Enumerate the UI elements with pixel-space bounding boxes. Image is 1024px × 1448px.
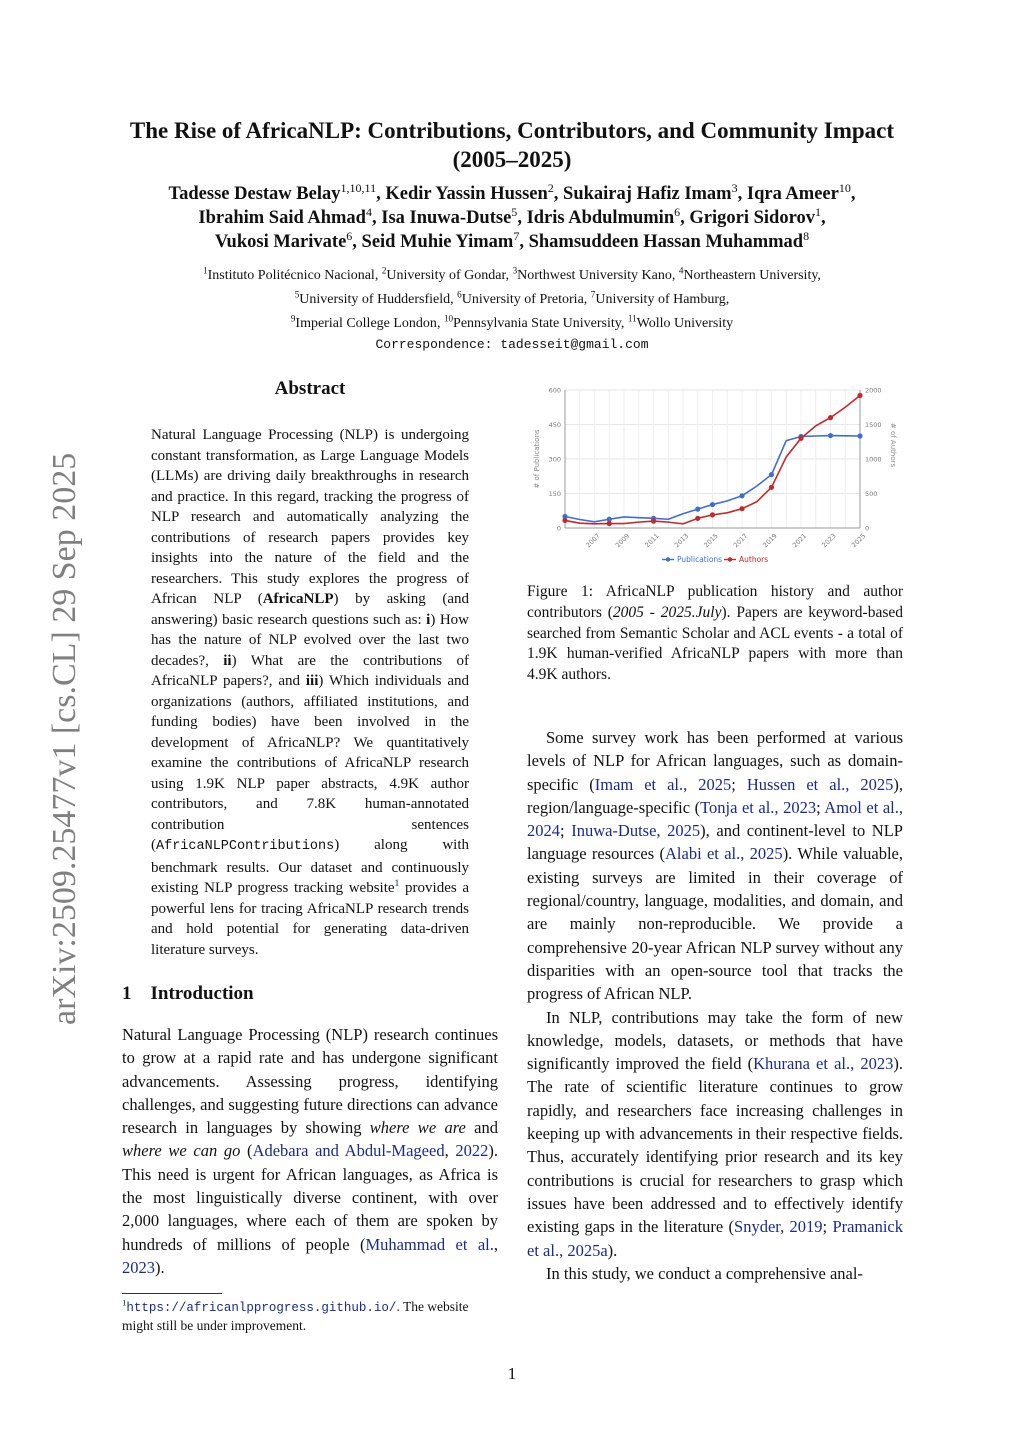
- y-left-tick-label: 600: [548, 386, 561, 395]
- author-list: Tadesse Destaw Belay$^{1,10,11}$, Kedir Yassin Hussen$^2$, Sukairaj Hafiz Imam$^3$, Iqra Ameer$^{10}$, Ibrahim Said Ahmad$^4$, Isa Inuwa-Dutse$^5$, Idris Abdulmumin$^6$, Grigori Sidorov$^1$, Vukosi Marivate$^6$, Seid Muhie Yimam$^7$, Shamsuddeen Hassan Muhammad$^8$: [168, 180, 856, 252]
- citation-link[interactable]: 2022: [455, 1141, 489, 1161]
- legend-label-authors: Authors: [739, 555, 769, 564]
- affiliation-number: 1: [203, 265, 208, 276]
- citation-link[interactable]: Inuwa-Dutse, 2025: [571, 821, 701, 841]
- x-tick-label: 2007: [584, 531, 602, 550]
- y-right-tick-label: 1000: [865, 455, 882, 464]
- x-tick-label: 2011: [643, 531, 661, 550]
- author-name: Ibrahim Said Ahmad: [198, 208, 366, 228]
- data-point-publications: [769, 472, 774, 477]
- citation-link[interactable]: Pramanick et al., 2025a: [527, 1217, 903, 1260]
- affiliation-name: University of Gondar: [386, 268, 506, 283]
- y-left-tick-label: 300: [548, 455, 561, 464]
- author-affiliation-mark: 1,10,11: [340, 180, 377, 195]
- y-right-tick-label: 1500: [865, 421, 882, 429]
- y-right-tick-label: 500: [865, 490, 878, 498]
- author-name: Kedir Yassin Hussen: [385, 184, 548, 204]
- paragraph: In this study, we conduct a comprehensive anal-: [546, 1263, 863, 1283]
- data-point-publications: [857, 433, 862, 438]
- citation-link[interactable]: Khurana et al., 2023: [753, 1054, 894, 1074]
- citation-link[interactable]: Imam et al., 2025: [594, 774, 732, 794]
- data-point-authors: [769, 485, 774, 490]
- affiliation-name: Northwest University Kano: [517, 268, 672, 283]
- author-name: Isa Inuwa-Dutse: [381, 208, 512, 228]
- y-left-axis-label: # of Publications: [533, 429, 541, 489]
- citation-link[interactable]: 2023: [122, 1257, 155, 1277]
- citation-link[interactable]: Alabi et al., 2025: [665, 844, 783, 864]
- affiliation-name: Wollo University: [636, 316, 734, 331]
- y-right-axis-label: # of Authors: [889, 422, 897, 468]
- x-tick-label: 2019: [761, 531, 779, 550]
- right-column-body: [527, 726, 903, 1285]
- citation-link[interactable]: Hussen et al., 2025: [746, 774, 894, 794]
- affiliation-number: 11: [627, 313, 637, 324]
- legend-label-publications: Publications: [677, 555, 723, 564]
- affiliation-name: Imperial College London: [295, 316, 437, 331]
- x-tick-label: 2021: [790, 531, 809, 550]
- data-point-publications: [710, 502, 715, 507]
- author-affiliation-mark: 3: [731, 180, 738, 195]
- author-affiliation-mark: 6: [346, 228, 353, 243]
- author-affiliation-mark: 8: [803, 228, 810, 243]
- author-name: Tadesse Destaw Belay: [168, 184, 341, 204]
- correspondence: Correspondence: tadesseit@gmail.com: [375, 337, 649, 352]
- x-tick-label: 2009: [613, 531, 632, 550]
- affiliation-number: 4: [678, 265, 684, 276]
- data-point-authors: [695, 516, 700, 521]
- x-tick-label: 2015: [702, 531, 720, 550]
- figure-1-caption: Figure 1: AfricaNLP publication history and author contributors (2005 - 2025.July). Papers are keyword-based searched from Semantic Scholar and ACL events - a total of 1.9K human-verified AfricaNLP papers with more than 4.9K authors.: [527, 583, 904, 684]
- abstract-heading: Abstract: [274, 378, 346, 399]
- affiliations: $^1$Instituto Politécnico Nacional, $^2$University of Gondar, $^3$Northwest University Kano, $^4$Northeastern University, $^5$University of Huddersfield, $^6$University of Pretoria, $^7$University of Hamburg, $^9$Imperial College London, $^{10}$Pennsylvania State University, $^{11}$Wollo University: [203, 265, 821, 331]
- y-right-tick-label: 2000: [865, 386, 882, 395]
- abstract-body: Natural Language Processing (NLP) is undergoing constant transformation, as Large Language Models (LLMs) are driving daily breakthroughs in research and practice. In this regard, tracking the progress of NLP research and automatically analyzing the contributions of research papers provides key insights into the nature of the field and the researchers. This study explores the progress of African NLP (AfricaNLP) by asking (and answering) basic research questions such as: i) How has the nature of NLP evolved over the last two decades?, ii) What are the contributions of AfricaNLP papers?, and iii) Which individuals and organizations (authors, affiliated institutions, and funding bodies) have been involved in the development of AfricaNLP? We quantitatively examine the contributions of AfricaNLP research using 1.9K NLP paper abstracts, 4.9K author contributors, and 7.8K human-annotated contribution sentences (AfricaNLPContributions) along with benchmark results. Our dataset and continuously existing NLP progress tracking website$^1$ provides a powerful lens for tracing AfricaNLP research trends and hold potential for generating data-driven literature surveys.: [151, 427, 469, 958]
- affiliation-number: 2: [381, 265, 387, 276]
- footnote-rule: [122, 1293, 222, 1294]
- author-name: Grigori Sidorov: [689, 208, 815, 228]
- data-point-authors: [562, 518, 567, 523]
- citation-link[interactable]: Tonja et al., 2023: [700, 797, 817, 817]
- paper-title: The Rise of AfricaNLP: Contributions, Contributors, and Community Impact (2005–2025): [129, 118, 895, 172]
- figure-1-chart: [527, 380, 907, 572]
- author-affiliation-mark: 1: [814, 204, 821, 219]
- author-affiliation-mark: 5: [511, 204, 518, 219]
- x-tick-label: 2013: [672, 531, 691, 550]
- data-point-authors: [710, 512, 715, 517]
- affiliation-name: University of Huddersfield: [299, 292, 451, 307]
- author-name: Idris Abdulmumin: [526, 208, 675, 228]
- x-tick-label: 2025: [849, 531, 868, 550]
- affiliation-number: 7: [590, 289, 596, 300]
- y-left-tick-label: 150: [548, 490, 561, 498]
- data-point-publications: [828, 433, 833, 438]
- author-name: Vukosi Marivate: [214, 232, 347, 252]
- section-heading-introduction: 1 Introduction: [122, 983, 254, 1004]
- data-point-authors: [607, 521, 612, 526]
- data-point-authors: [651, 519, 656, 524]
- y-left-tick-label: 0: [556, 524, 561, 533]
- affiliation-number: 6: [457, 289, 462, 300]
- data-point-publications: [739, 493, 744, 498]
- data-point-authors: [828, 415, 833, 420]
- citation-link[interactable]: Snyder, 2019: [734, 1217, 823, 1237]
- affiliation-number: 9: [290, 313, 296, 324]
- footnote-url-link[interactable]: https://africanlpprogress.github.io/: [126, 1301, 397, 1315]
- author-name: Sukairaj Hafiz Imam: [563, 184, 732, 204]
- affiliation-number: 10: [443, 313, 454, 324]
- footnote: $^1$https://africanlpprogress.github.io/. The website might still be under improvement.: [122, 1297, 469, 1333]
- dataset-name: AfricaNLPContributions: [156, 839, 335, 854]
- paragraph: In NLP, contributions may take the form of new knowledge, models, datasets, or methods that have significantly improved the field (Khurana et al., 2023). The rate of scientific literature continues to grow rapidly, and researchers face increasing challenges in keeping up with advancements in their respective fields. Thus, accurately identifying prior research and its key contributions is crucial for researchers to grasp which issues have been addressed and to effectively identify existing gaps in the literature (Snyder, 2019; Pramanick et al., 2025a).: [527, 1007, 904, 1260]
- author-name: Iqra Ameer: [746, 184, 839, 204]
- data-point-publications: [695, 507, 700, 512]
- author-affiliation-mark: 6: [674, 204, 681, 219]
- x-tick-label: 2017: [731, 531, 750, 550]
- citation-link[interactable]: Muhammad et al.: [365, 1234, 494, 1254]
- affiliation-name: Northeastern University: [683, 268, 818, 283]
- author-affiliation-mark: 4: [365, 204, 372, 219]
- affiliation-number: 5: [294, 289, 300, 300]
- page-number: 1: [507, 1364, 517, 1383]
- legend-marker-authors: [728, 557, 732, 561]
- citation-link[interactable]: Amol et al., 2024: [527, 797, 903, 841]
- data-point-authors: [798, 436, 803, 441]
- author-name: Seid Muhie Yimam: [361, 232, 514, 252]
- affiliation-number: 3: [512, 265, 518, 276]
- paragraph: Some survey work has been performed at various levels of NLP for African languages, such as domain-specific (Imam et al., 2025; Hussen et al., 2025), region/language-specific (Tonja et al., 2023; Amol et al., 2024; Inuwa-Dutse, 2025), and continent-level to NLP language resources (Alabi et al., 2025). While valuable, existing surveys are limited in their coverage of regional/country, language, modalities, and domain, and are mainly non-reproducible. We provide a comprehensive 20-year African NLP survey without any disparities with an open-source tool that tracks the progress of African NLP.: [527, 728, 903, 1004]
- footnote-mark[interactable]: 1: [394, 878, 400, 889]
- author-name: Shamsuddeen Hassan Muhammad: [528, 232, 804, 252]
- y-left-tick-label: 450: [548, 421, 561, 429]
- affiliation-name: University of Pretoria: [461, 292, 584, 307]
- author-affiliation-mark: 10: [838, 180, 851, 195]
- affiliation-name: Pennsylvania State University: [453, 316, 621, 331]
- arxiv-sidebar-id: arXiv:2509.25477v1 [cs.CL] 29 Sep 2025: [46, 452, 83, 1025]
- data-point-authors: [739, 506, 744, 511]
- data-point-authors: [857, 393, 862, 398]
- y-right-tick-label: 0: [865, 524, 870, 533]
- introduction-body: Natural Language Processing (NLP) research continues to grow at a rapid rate and has undergone significant advancements. Assessing progress, identifying challenges, and suggesting future directions can advance research in languages by showing where we are and where we can go (Adebara and Abdul-Mageed, 2022). This need is urgent for African languages, as Africa is the most linguistically diverse continent, with over 2,000 languages, where each of them are spoken by hundreds of millions of people (Muhammad et al., 2023).: [122, 1025, 498, 1277]
- affiliation-name: Instituto Politécnico Nacional: [207, 268, 375, 283]
- author-affiliation-mark: 7: [513, 228, 520, 243]
- author-affiliation-mark: 2: [547, 180, 554, 195]
- legend-marker-publications: [666, 557, 670, 561]
- citation-link[interactable]: Adebara and Abdul-Mageed: [252, 1141, 445, 1161]
- x-tick-label: 2023: [820, 531, 838, 550]
- affiliation-name: University of Hamburg: [595, 292, 726, 307]
